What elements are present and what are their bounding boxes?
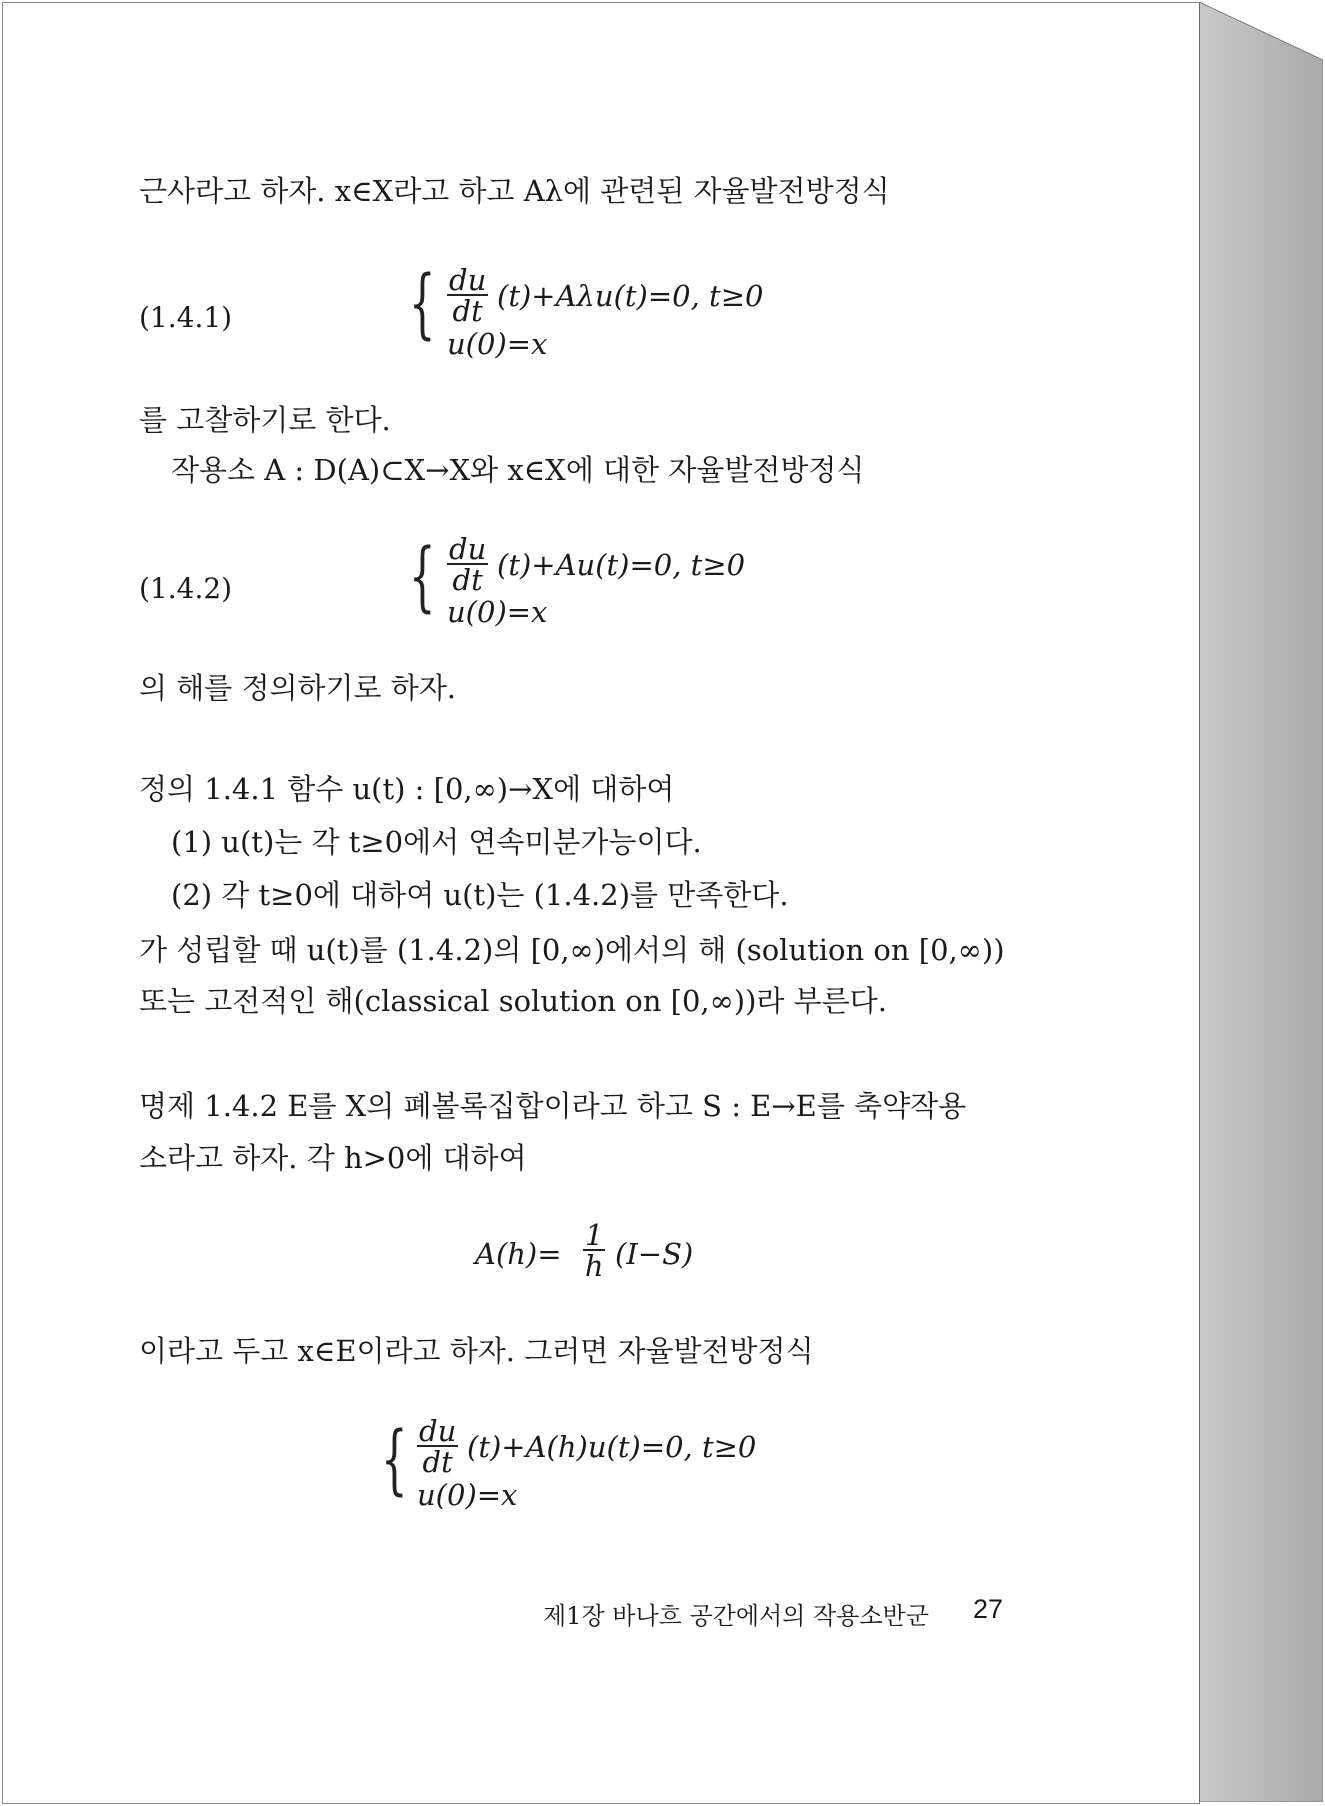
definition-line-4: 또는 고전적인 해(classical solution on [0,∞))라 부른다.: [139, 984, 887, 1018]
text-line: 의 해를 정의하기로 하자.: [139, 671, 457, 705]
definition-item-1: (1) u(t)는 각 t≥0에서 연속미분가능이다.: [171, 825, 702, 859]
fraction-numerator: du: [419, 1414, 457, 1448]
book-page: [2, 2, 1200, 1804]
brace-symbol: {: [409, 531, 436, 620]
fraction-denominator: dt: [422, 1445, 453, 1479]
fraction-denominator: dt: [452, 294, 483, 328]
definition-line-3: 가 성립할 때 u(t)를 (1.4.2)의 [0,∞)에서의 해 (solution on [0,∞)): [139, 933, 1005, 967]
fraction-du-dt: [417, 1414, 458, 1479]
running-footer-chapter: 제1장 바나흐 공간에서의 작용소반군: [543, 1602, 929, 1630]
equation-label-1-4-2: (1.4.2): [139, 572, 233, 605]
page-number: 27: [973, 1594, 1004, 1624]
proposition-heading: 명제 1.4.2 E를 X의 폐볼록집합이라고 하고 S : E→E를 축약작용: [139, 1089, 967, 1123]
definition-item-2: (2) 각 t≥0에 대하여 u(t)는 (1.4.2)를 만족한다.: [171, 878, 789, 912]
text-line: 이라고 두고 x∈E이라고 하자. 그러면 자율발전방정식: [139, 1334, 814, 1368]
proposition-line-2: 소라고 하자. 각 h>0에 대하여: [139, 1141, 527, 1175]
book-edge-shape: [1199, 2, 1323, 1802]
definition-heading: 정의 1.4.1 함수 u(t) : [0,∞)→X에 대하여: [139, 772, 675, 806]
fraction-numerator: 1: [585, 1218, 604, 1252]
text-line-intro: 근사라고 하자. x∈X라고 하고 Aλ에 관련된 자율발전방정식: [139, 174, 890, 208]
equation-row-1: (t)+Aλu(t)=0, t≥0: [497, 279, 764, 313]
book-edge-decoration: [1199, 2, 1323, 1802]
equation-row-2: u(0)=x: [417, 1478, 518, 1512]
equation-row-2: u(0)=x: [447, 327, 548, 361]
equation-label-1-4-1: (1.4.1): [139, 301, 233, 334]
equation-rhs: (I−S): [615, 1237, 694, 1271]
brace-symbol: {: [381, 1414, 408, 1503]
equation-row-2: u(0)=x: [447, 595, 548, 629]
fraction-denominator: h: [584, 1249, 604, 1283]
equation-row-1: (t)+A(h)u(t)=0, t≥0: [467, 1430, 757, 1464]
brace-symbol: {: [409, 258, 436, 347]
fraction-numerator: du: [449, 263, 487, 297]
fraction-one-over-h: [583, 1218, 605, 1283]
fraction-denominator: dt: [452, 563, 483, 597]
fraction-numerator: du: [449, 532, 487, 566]
equation-lhs: A(h)=: [475, 1237, 562, 1271]
fraction-du-dt: [447, 532, 488, 597]
text-line: 를 고찰하기로 한다.: [139, 403, 391, 437]
text-line: 작용소 A : D(A)⊂X→X와 x∈X에 대한 자율발전방정식: [171, 453, 865, 487]
fraction-du-dt: [447, 263, 488, 328]
equation-row-1: (t)+Au(t)=0, t≥0: [497, 548, 746, 582]
